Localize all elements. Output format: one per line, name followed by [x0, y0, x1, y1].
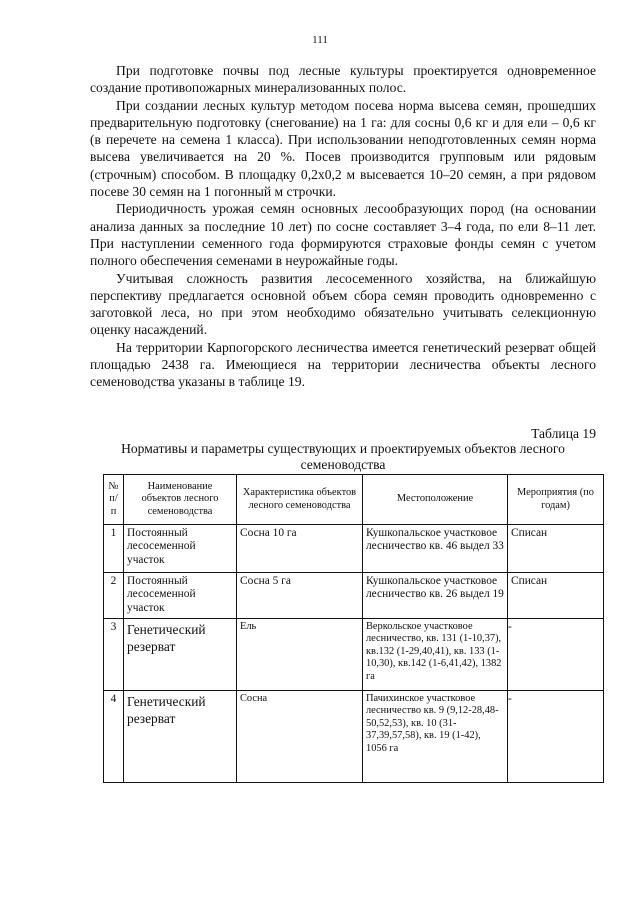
cell-measures: - — [508, 691, 604, 783]
cell-num: 2 — [104, 573, 124, 619]
paragraph: При подготовке почвы под лесные культуры проектируется одновременное создание противопожарных минерализованных полос. — [90, 63, 596, 96]
cell-measures: Списан — [508, 573, 604, 619]
cell-characteristic: Сосна 5 га — [237, 573, 363, 619]
paragraph: Учитывая сложность развития лесосеменного хозяйства, на ближайшую перспективу предлагается основной объем сбора семян проводить одновременно с заготовкой леса, но при этом необходимо обязательно учитывать селекционную оценку насаждений. — [90, 270, 596, 338]
seed-objects-table — [103, 474, 604, 783]
cell-characteristic: Сосна 10 га — [237, 525, 363, 573]
paragraph: Периодичность урожая семян основных лесообразующих пород (на основании анализа данных за последние 10 лет) по сосне составляет 3–4 года, по ели 8–11 лет. При наступлении семенного года формируются страховые фонды семян с учетом полного обеспечения семенами в неурожайные годы. — [90, 201, 596, 269]
cell-characteristic: Ель — [237, 619, 363, 691]
cell-name: Генетический резерват — [124, 691, 237, 783]
header-num: № п/п — [104, 475, 124, 525]
cell-characteristic: Сосна — [237, 691, 363, 783]
header-measures: Мероприятия (по годам) — [508, 475, 604, 525]
cell-num: 4 — [104, 691, 124, 783]
body-text — [90, 62, 596, 391]
paragraph: При создании лесных культур методом посева норма высева семян, прошедших предварительную подготовку (снегование) на 1 га: для сосны 0,6 кг и для ели – 0,6 кг (в перечете на семена 1 класса). При использовании неподготовленных семян норма высева увеличивается на 20 %. Посев производится групповым или рядовым (строчным) способом. В площадку 0,2х0,2 м высевается 10–20 семян, а при рядовом посеве 30 семян на 1 погонный м строчки. — [90, 97, 596, 200]
table-title: Нормативы и параметры существующих и проектируемых объектов лесного семеноводства — [121, 441, 565, 472]
table-row — [104, 573, 604, 619]
table-header-row — [104, 475, 604, 525]
cell-location: Пачихинское участковое лесничество кв. 9 (9,12-28,48-50,52,53), кв. 10 (31-37,39,57,58), кв. 19 (1-42), 1056 га — [363, 691, 508, 783]
page-number: 111 — [312, 34, 328, 46]
header-location: Местоположение — [363, 475, 508, 525]
header-characteristic: Характеристика объектов лесного семеноводства — [237, 475, 363, 525]
cell-measures: Списан — [508, 525, 604, 573]
cell-name: Постоянный лесосеменной участок — [124, 573, 237, 619]
cell-num: 1 — [104, 525, 124, 573]
cell-num: 3 — [104, 619, 124, 691]
paragraph: На территории Карпогорского лесничества имеется генетический резерват общей площадью 2438 га. Имеющиеся на территории лесничества объекты лесного семеноводства указаны в таблице 19. — [90, 339, 596, 390]
table-row — [104, 619, 604, 691]
cell-name: Генетический резерват — [124, 619, 237, 691]
cell-location: Веркольское участковое лесничество, кв. 131 (1-10,37), кв.132 (1-29,40,41), кв. 133 (1-10,30), кв.142 (1-6,41,42), 1382 га — [363, 619, 508, 691]
table-label: Таблица 19 — [531, 426, 596, 441]
cell-location: Кушкопальское участковое лесничество кв. 26 выдел 19 — [363, 573, 508, 619]
header-name: Наименование объектов лесного семеноводства — [124, 475, 237, 525]
table-row — [104, 691, 604, 783]
table-row — [104, 525, 604, 573]
cell-name: Постоянный лесосеменной участок — [124, 525, 237, 573]
cell-measures: - — [508, 619, 604, 691]
cell-location: Кушкопальское участковое лесничество кв. 46 выдел 33 — [363, 525, 508, 573]
